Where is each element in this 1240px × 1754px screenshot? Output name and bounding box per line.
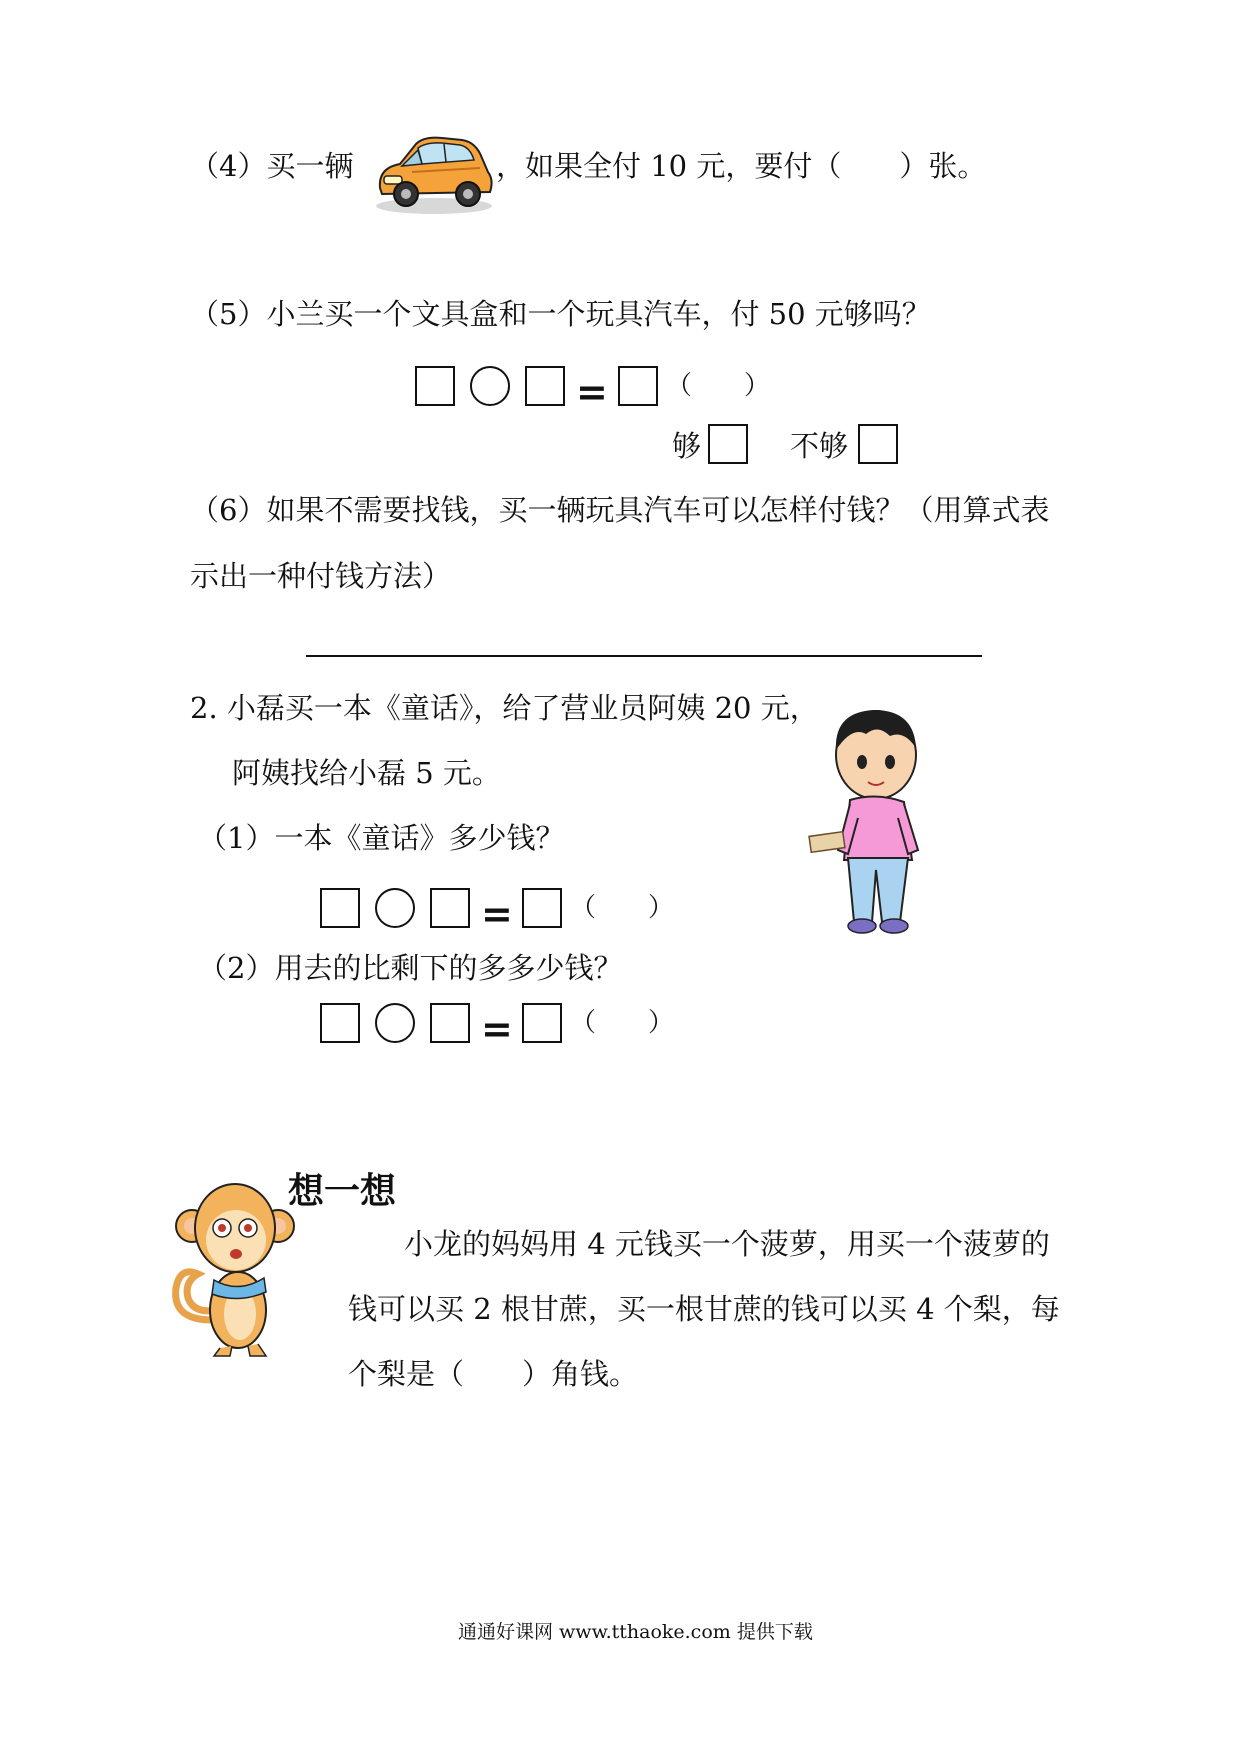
- toy-car-icon: [372, 128, 496, 218]
- q5-unit-paren[interactable]: （ ）: [666, 371, 771, 401]
- q5-enough-label: 够: [672, 429, 702, 463]
- q5-enough-checkbox[interactable]: [708, 424, 748, 464]
- p2-eq2-operand-box-1[interactable]: [320, 1003, 360, 1043]
- p2-eq2-result-box[interactable]: [522, 1003, 562, 1043]
- q5-operand-box-1[interactable]: [415, 366, 455, 406]
- monkey-icon: [168, 1170, 298, 1360]
- q6-question-line2: 示出一种付钱方法）: [190, 559, 452, 593]
- problem2-sub2: （2）用去的比剩下的多多少钱？: [198, 951, 623, 985]
- p2-eq2-operand-box-2[interactable]: [430, 1003, 470, 1043]
- p2-eq1-result-box[interactable]: [522, 888, 562, 928]
- p2-eq1-operator-circle[interactable]: [375, 888, 415, 928]
- think-line2: 钱可以买 2 根甘蔗，买一根甘蔗的钱可以买 4 个梨，每: [348, 1292, 1060, 1326]
- q5-question: （5）小兰买一个文具盒和一个玩具汽车，付 50 元够吗？: [190, 297, 931, 331]
- p2-eq1-operand-box-2[interactable]: [430, 888, 470, 928]
- think-line3: 个梨是（ ）角钱。: [348, 1357, 639, 1391]
- q6-answer-line[interactable]: [306, 655, 982, 657]
- think-line1: 小龙的妈妈用 4 元钱买一个菠萝，用买一个菠萝的: [404, 1227, 1050, 1261]
- q5-equals-sign: =: [576, 370, 608, 414]
- p2-eq2-unit-paren[interactable]: （ ）: [570, 1008, 675, 1038]
- think-title: 想一想: [288, 1171, 397, 1212]
- footer-credit: 通通好课网 www.tthaoke.com 提供下载: [458, 1621, 813, 1643]
- q5-operand-box-2[interactable]: [525, 366, 565, 406]
- q5-result-box[interactable]: [618, 366, 658, 406]
- boy-icon: [808, 700, 938, 936]
- problem2-line2: 阿姨找给小磊 5 元。: [232, 756, 501, 790]
- q6-question-line1: （6）如果不需要找钱，买一辆玩具汽车可以怎样付钱？（用算式表: [190, 493, 1050, 527]
- q4-suffix: ，如果全付 10 元，要付（ ）张。: [496, 149, 987, 183]
- problem2-sub1: （1）一本《童话》多少钱？: [198, 821, 565, 855]
- q5-not-enough-label: 不够: [790, 429, 849, 463]
- p2-eq1-unit-paren[interactable]: （ ）: [570, 893, 675, 923]
- problem2-line1: 2. 小磊买一本《童话》，给了营业员阿姨 20 元，: [190, 691, 819, 725]
- p2-eq2-operator-circle[interactable]: [375, 1003, 415, 1043]
- q4-prefix: （4）买一辆: [190, 149, 354, 183]
- q5-operator-circle[interactable]: [470, 366, 510, 406]
- p2-eq2-equals-sign: =: [481, 1007, 513, 1051]
- p2-eq1-equals-sign: =: [481, 892, 513, 936]
- q5-not-enough-checkbox[interactable]: [858, 424, 898, 464]
- p2-eq1-operand-box-1[interactable]: [320, 888, 360, 928]
